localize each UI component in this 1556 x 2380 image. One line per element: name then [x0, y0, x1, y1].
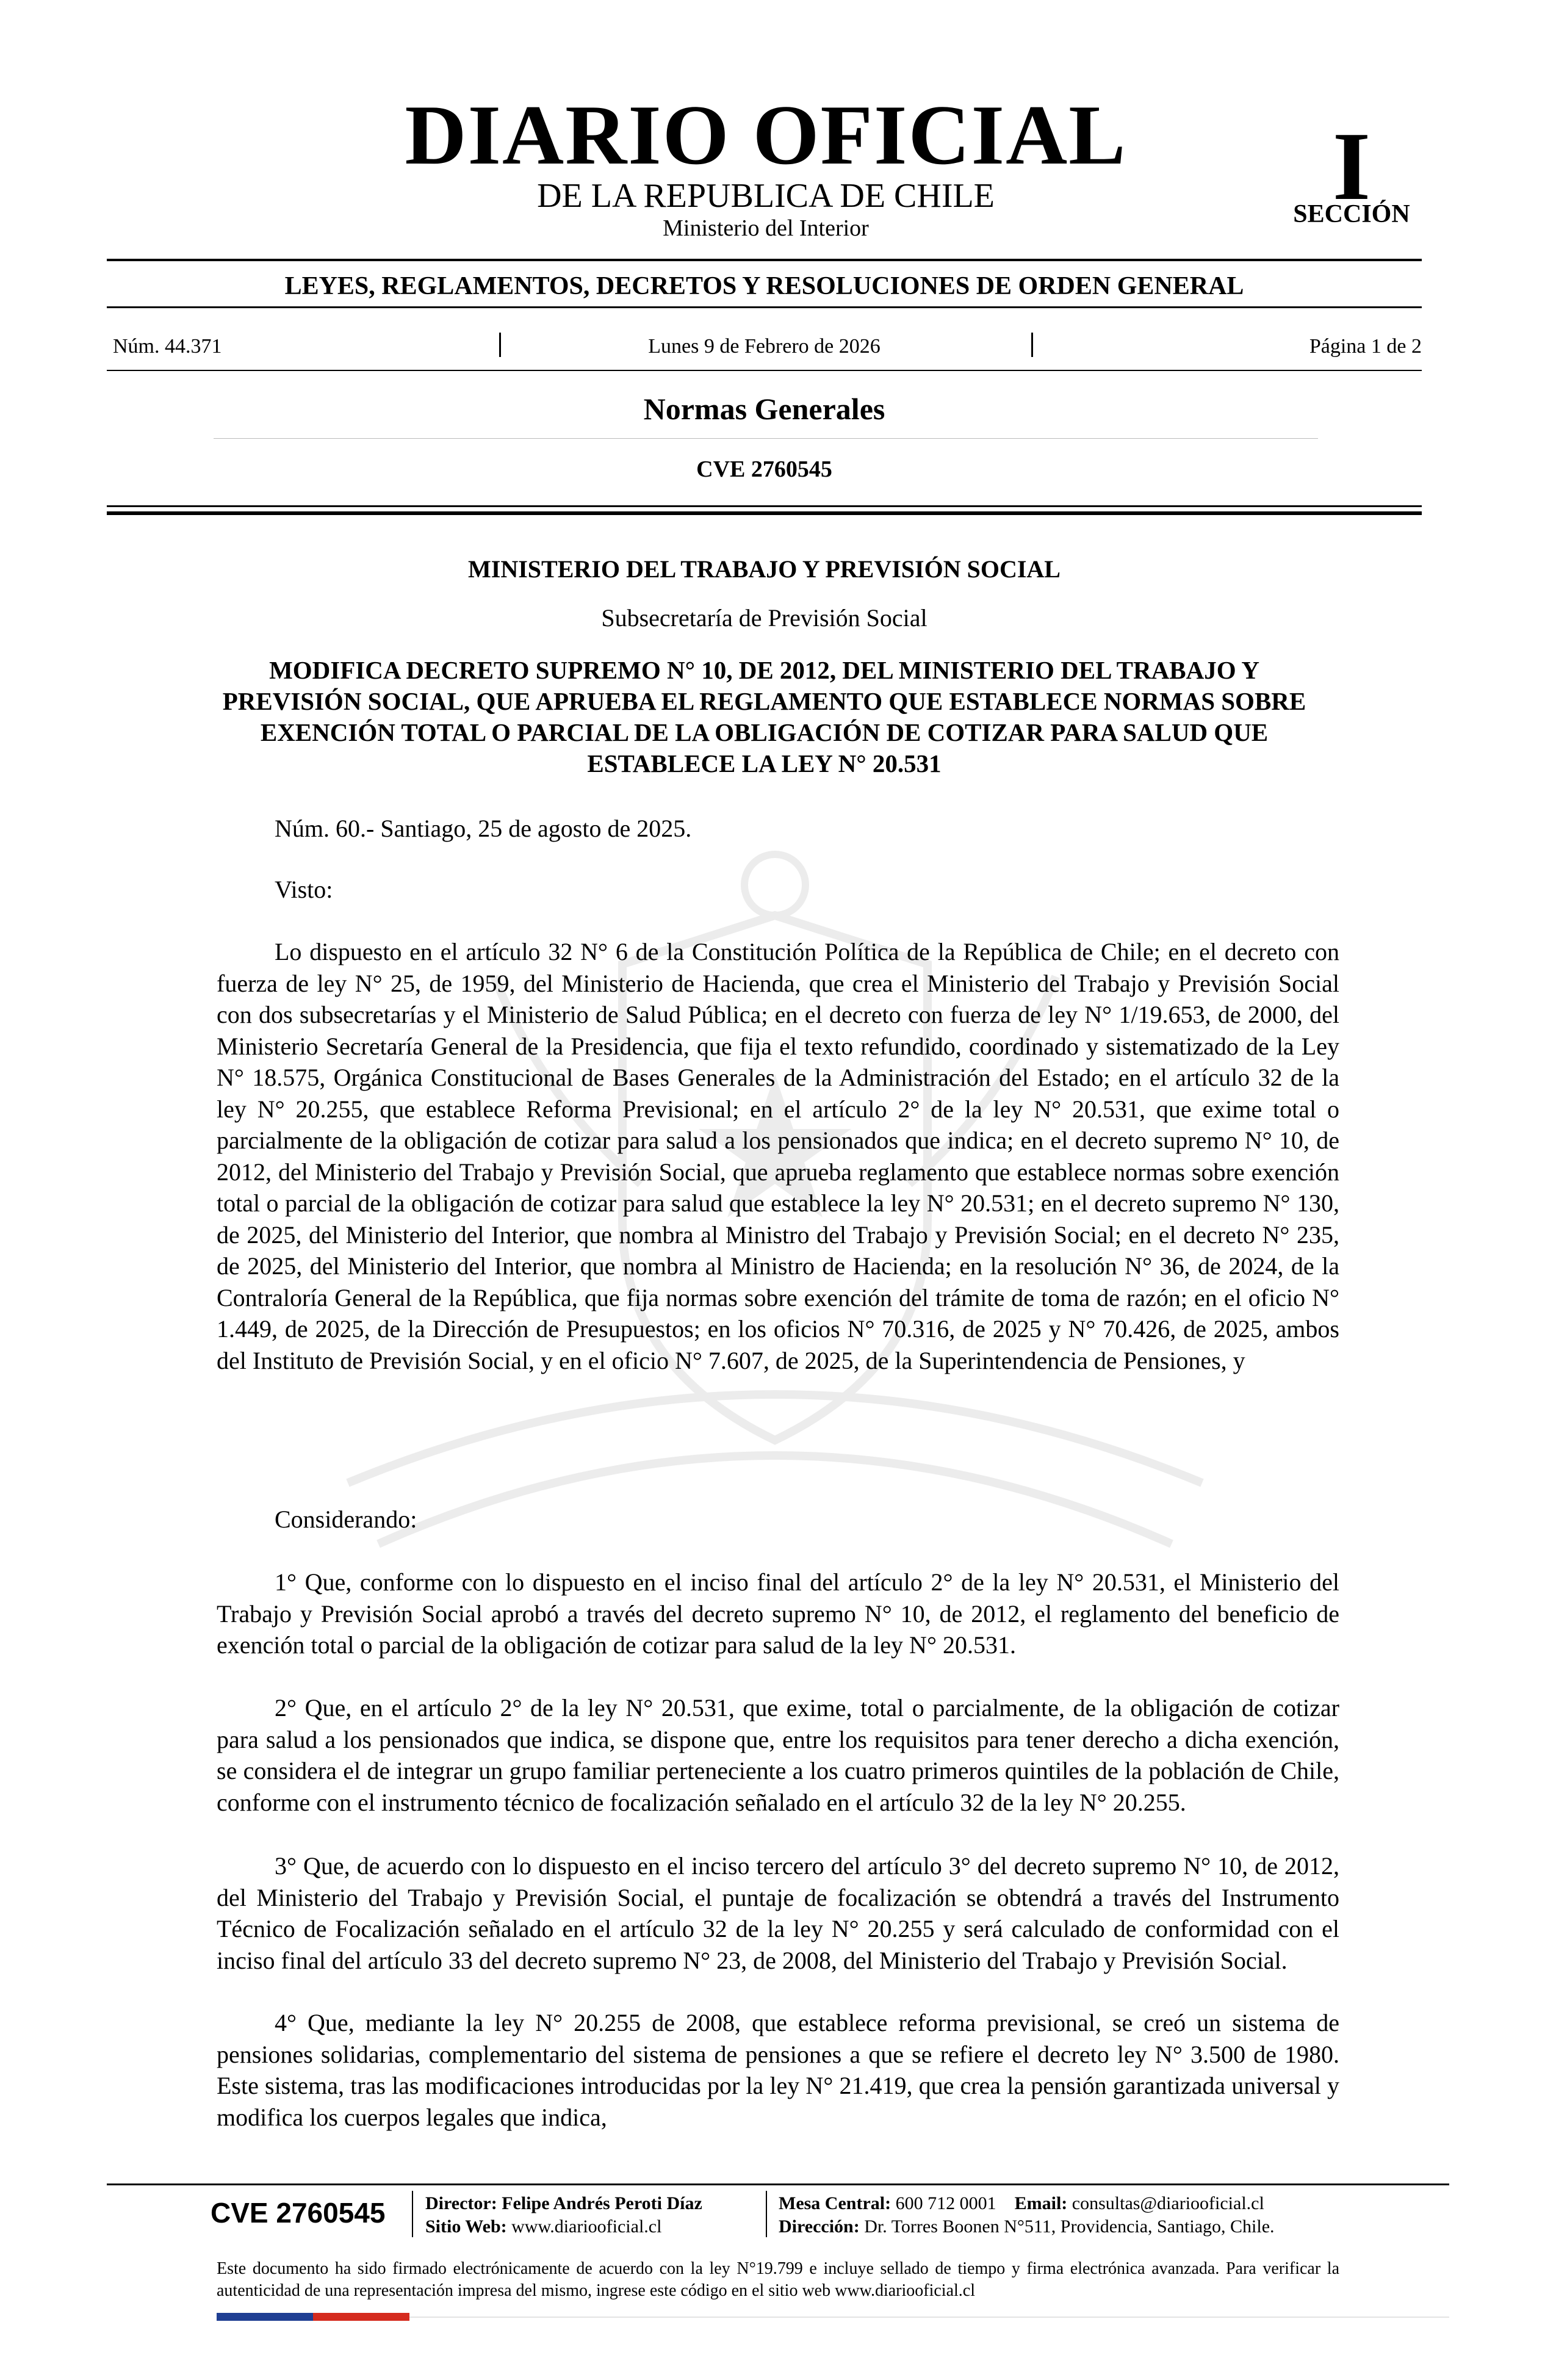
electronic-signature-note: Este documento ha sido firmado electrónicamente de acuerdo con la ley N°19.799 e incluye sellado de tiempo y firma electrónica avanzada. Para verificar la autenticidad de una representación impresa del mismo, ingrese este código en el sitio web www.diariooficial.cl: [217, 2259, 1339, 2300]
considerando-4: 4° Que, mediante la ley N° 20.255 de 2008, que establece reforma previsional, se creó un sistema de pensiones solidarias, complementario del sistema de pensiones a que se refiere el decreto ley N° 3.500 de 1980. Este sistema, tras las modificaciones introducidas por la ley N° 21.419, que crea la pensión garantizada universal y modifica los cuerpos legales que indica,: [217, 2009, 1339, 2131]
considerando-3: 3° Que, de acuerdo con lo dispuesto en el inciso tercero del artículo 3° del decreto supremo N° 10, de 2012, del Ministerio del Trabajo y Previsión Social, el puntaje de focalización se obtendrá a través del Instrumento Técnico de Focalización señalado en el artículo 32 de la ley N° 20.255 y será calculado de conformidad con el inciso final del artículo 33 del decreto supremo N° 23, de 2008, del Ministerio del Trabajo y Previsión Social.: [217, 1852, 1339, 1974]
footer-separator: [412, 2191, 413, 2237]
category-divider: [107, 306, 1422, 308]
website-link[interactable]: www.diariooficial.cl: [511, 2216, 662, 2237]
masthead-ministry: Ministerio del Interior: [663, 215, 869, 241]
email-link[interactable]: consultas@diariooficial.cl: [1072, 2193, 1264, 2213]
issue-date: Lunes 9 de Febrero de 2026: [648, 335, 881, 358]
website-label: Sitio Web:: [425, 2216, 507, 2237]
visto-paragraph: Lo dispuesto en el artículo 32 N° 6 de la Constitución Política de la República de Chile; en el decreto con fuerza de ley N° 25, de 1959, del Ministerio de Hacienda, que crea el Ministerio del Trabajo y Previsión Social con dos subsecretarías y el Ministerio de Salud Pública; en el decreto con fuerza de ley N° 1/19.653, de 2000, del Ministerio Secretaría General de la Presidencia, que fija el texto refundido, coordinado y sistematizado de la Ley N° 18.575, Orgánica Constitucional de Bases Generales de la Administración del Estado; en el artículo 32 de la ley N° 20.255, que establece Reforma Previsional; en el artículo 2° de la ley N° 20.531, que exime total o parcialmente de la obligación de cotizar para salud a los pensionados que indica; en el decreto supremo N° 10, de 2012, del Ministerio del Trabajo y Previsión Social, que aprueba reglamento que establece normas sobre exención total o parcial de la obligación de cotizar para salud que establece la ley N° 20.531; en el decreto supremo N° 130, de 2025, del Ministerio del Interior, que nombra al Ministro del Trabajo y Previsión Social; en el decreto N° 235, de 2025, del Ministerio del Interior, que nombra al Ministro de Hacienda; en la resolución N° 36, de 2024, de la Contraloría General de la República, que fija normas sobre exención del trámite de toma de razón; en el oficio N° 1.449, de 2025, de la Dirección de Presupuestos; en los oficios N° 70.316, de 2025 y N° 70.426, de 2025, ambos del Instituto de Previsión Social, y en el oficio N° 7.607, de 2025, de la Superintendencia de Pensiones, y: [217, 938, 1339, 1374]
footer-divider: [107, 2183, 1449, 2185]
address-label: Dirección:: [779, 2216, 860, 2237]
footer-contact-right: [779, 2192, 1275, 2238]
section-label: SECCIÓN: [1293, 200, 1410, 228]
ministry-heading: MINISTERIO DEL TRABAJO Y PREVISIÓN SOCIAL: [468, 555, 1061, 583]
subsecretaria: Subsecretaría de Previsión Social: [601, 604, 927, 632]
section-title: Normas Generales: [643, 392, 885, 426]
footer-contact-left: [425, 2192, 702, 2238]
director-name: Felipe Andrés Peroti Díaz: [502, 2193, 702, 2213]
section-separator: [214, 438, 1318, 439]
considerando-label: Considerando:: [275, 1506, 417, 1533]
meta-separator: [1031, 333, 1033, 357]
masthead-divider: [107, 259, 1422, 261]
email-label: Email:: [1014, 2193, 1068, 2213]
footer-cve-code: CVE 2760545: [211, 2197, 386, 2229]
issue-number: Núm. 44.371: [113, 335, 222, 358]
flag-stripe-blue: [217, 2313, 313, 2321]
meta-divider: [107, 370, 1422, 371]
visto-label: Visto:: [275, 876, 333, 903]
phone-label: Mesa Central:: [779, 2193, 891, 2213]
newspaper-title: DIARIO OFICIAL: [405, 88, 1127, 182]
section-number: I: [1332, 112, 1371, 220]
double-divider-top: [107, 505, 1422, 507]
considerando-1: 1° Que, conforme con lo dispuesto en el inciso final del artículo 2° de la ley N° 20.531, el Ministerio del Trabajo y Previsión Social aprobó a través del decreto supremo N° 10, de 2012, el reglamento del beneficio de exención total o parcial de la obligación de cotizar para salud de la ley N° 20.531.: [217, 1568, 1339, 1659]
footer-separator: [766, 2191, 767, 2237]
director-label: Director:: [425, 2193, 497, 2213]
newspaper-subtitle: DE LA REPUBLICA DE CHILE: [537, 177, 995, 215]
page-indicator: Página 1 de 2: [1309, 335, 1422, 358]
publication-category: LEYES, REGLAMENTOS, DECRETOS Y RESOLUCIONES DE ORDEN GENERAL: [284, 272, 1244, 300]
considerando-2: 2° Que, en el artículo 2° de la ley N° 20.531, que exime, total o parcialmente, de la obligación de cotizar para salud a los pensionados que indica, se dispone que, entre los requisitos para tener derecho a dicha exención, se considera el de integrar un grupo familiar perteneciente a los cuatro primeros quintiles de la población de Chile, conforme con el instrumento técnico de focalización señalado en el artículo 32 de la ley N° 20.255.: [217, 1694, 1339, 1816]
cve-code: CVE 2760545: [696, 456, 832, 482]
phone-number: 600 712 0001: [895, 2193, 996, 2213]
decree-title: MODIFICA DECRETO SUPREMO N° 10, DE 2012, DEL MINISTERIO DEL TRABAJO Y PREVISIÓN SOCIAL, QUE APRUEBA EL REGLAMENTO QUE ESTABLECE NORMAS SOBRE EXENCIÓN TOTAL O PARCIAL DE LA OBLIGACIÓN DE COTIZAR PARA SALUD QUE ESTABLECE LA LEY N° 20.531: [222, 656, 1306, 777]
flag-stripe-red: [313, 2313, 409, 2321]
double-divider-bottom: [107, 511, 1422, 515]
decree-number-line: Núm. 60.- Santiago, 25 de agosto de 2025.: [275, 815, 692, 842]
flag-stripe-line: [409, 2317, 1449, 2318]
address-value: Dr. Torres Boonen N°511, Providencia, Santiago, Chile.: [864, 2216, 1275, 2237]
